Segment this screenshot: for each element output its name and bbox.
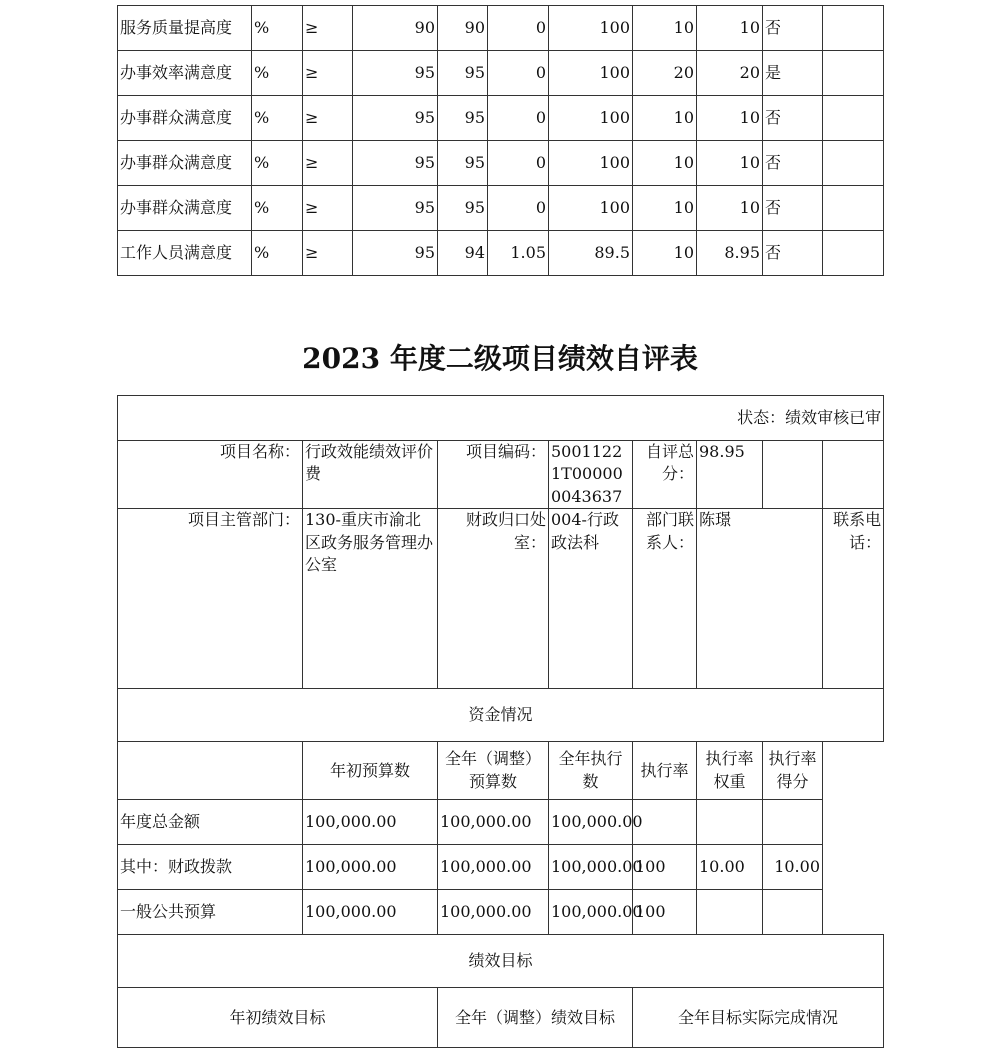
status-text: 状态：绩效审核已审 (118, 396, 884, 441)
indicator-empty (823, 186, 884, 231)
indicator-unit: % (252, 231, 303, 276)
indicator-name: 办事群众满意度 (118, 141, 252, 186)
funds-adjusted-value: 100,000.00 (438, 800, 549, 845)
funds-rate-value: 100 (633, 845, 697, 890)
indicator-score: 10 (697, 186, 763, 231)
indicator-unit: % (252, 186, 303, 231)
self-score-value: 98.95 (697, 441, 763, 509)
indicator-weight: 10 (633, 231, 697, 276)
dept-label: 项目主管部门： (118, 509, 303, 689)
indicator-flag: 是 (763, 51, 823, 96)
funds-adjusted-value: 100,000.00 (438, 890, 549, 935)
indicator-weight: 10 (633, 96, 697, 141)
indicator-empty (823, 6, 884, 51)
funds-executed-value: 100,000.00 (549, 800, 633, 845)
indicator-deviation: 1.05 (488, 231, 549, 276)
targets-col-adjusted: 全年（调整）绩效目标 (438, 988, 633, 1048)
funds-weight-value (697, 890, 763, 935)
indicator-operator: ≥ (303, 231, 353, 276)
indicator-flag: 否 (763, 141, 823, 186)
funds-row-label: 年度总金额 (118, 800, 303, 845)
funds-header-weight: 执行率权重 (697, 742, 763, 800)
indicator-score: 10 (697, 6, 763, 51)
indicator-empty (823, 141, 884, 186)
table-row (118, 845, 884, 890)
funds-header-initial: 年初预算数 (303, 742, 438, 800)
indicator-completion: 100 (549, 6, 633, 51)
indicator-unit: % (252, 141, 303, 186)
indicator-target-value: 95 (353, 141, 438, 186)
indicator-weight: 20 (633, 51, 697, 96)
funds-score-value: 10.00 (763, 845, 823, 890)
indicator-name: 服务质量提高度 (118, 6, 252, 51)
indicator-score: 8.95 (697, 231, 763, 276)
indicator-completion: 100 (549, 141, 633, 186)
phone-label: 联系电话： (823, 509, 884, 689)
project-name-label: 项目名称： (118, 441, 303, 509)
self-evaluation-table (117, 395, 884, 1048)
indicator-operator: ≥ (303, 6, 353, 51)
finance-value: 004-行政政法科 (549, 509, 633, 689)
indicator-deviation: 0 (488, 51, 549, 96)
indicator-completion: 100 (549, 186, 633, 231)
project-name-value: 行政效能绩效评价费 (303, 441, 438, 509)
table-row (118, 800, 884, 845)
indicator-unit: % (252, 6, 303, 51)
table-row (118, 141, 884, 186)
indicator-unit: % (252, 51, 303, 96)
funds-executed-value: 100,000.00 (549, 845, 633, 890)
indicator-flag: 否 (763, 186, 823, 231)
project-code-value: 50011221T000000043637 (549, 441, 633, 509)
indicator-actual-value: 95 (438, 51, 488, 96)
indicator-actual-value: 90 (438, 6, 488, 51)
funds-score-value (763, 890, 823, 935)
self-score-label: 自评总分： (633, 441, 697, 509)
indicator-target-value: 90 (353, 6, 438, 51)
funds-row-label: 其中：财政拨款 (118, 845, 303, 890)
funds-header-rate: 执行率 (633, 742, 697, 800)
indicator-weight: 10 (633, 186, 697, 231)
funds-header-executed: 全年执行数 (549, 742, 633, 800)
indicator-flag: 否 (763, 231, 823, 276)
indicator-empty (823, 96, 884, 141)
table-row (118, 6, 884, 51)
indicator-name: 办事群众满意度 (118, 186, 252, 231)
indicator-name: 办事群众满意度 (118, 96, 252, 141)
finance-label: 财政归口处室： (438, 509, 549, 689)
targets-col-actual: 全年目标实际完成情况 (633, 988, 884, 1048)
funds-initial-value: 100,000.00 (303, 890, 438, 935)
indicator-completion: 100 (549, 96, 633, 141)
targets-col-initial: 年初绩效目标 (118, 988, 438, 1048)
indicator-weight: 10 (633, 141, 697, 186)
indicator-completion: 100 (549, 51, 633, 96)
table-row (118, 51, 884, 96)
indicator-weight: 10 (633, 6, 697, 51)
indicator-score: 10 (697, 96, 763, 141)
funds-adjusted-value: 100,000.00 (438, 845, 549, 890)
funds-executed-value: 100,000.00 (549, 890, 633, 935)
indicator-score: 20 (697, 51, 763, 96)
indicator-deviation: 0 (488, 6, 549, 51)
funds-score-value (763, 800, 823, 845)
project-code-label: 项目编码： (438, 441, 549, 509)
indicator-actual-value: 94 (438, 231, 488, 276)
contact-label: 部门联系人： (633, 509, 697, 689)
funds-header-adjusted: 全年（调整）预算数 (438, 742, 549, 800)
indicator-actual-value: 95 (438, 186, 488, 231)
indicator-deviation: 0 (488, 96, 549, 141)
indicator-empty (823, 231, 884, 276)
table-row (118, 231, 884, 276)
indicator-actual-value: 95 (438, 96, 488, 141)
indicator-target-value: 95 (353, 186, 438, 231)
funds-row-label: 一般公共预算 (118, 890, 303, 935)
contact-value: 陈璟 (697, 509, 823, 689)
indicator-flag: 否 (763, 96, 823, 141)
indicator-operator: ≥ (303, 141, 353, 186)
indicator-flag: 否 (763, 6, 823, 51)
indicator-deviation: 0 (488, 141, 549, 186)
indicator-table (117, 5, 884, 276)
funds-weight-value (697, 800, 763, 845)
indicator-operator: ≥ (303, 96, 353, 141)
indicator-target-value: 95 (353, 231, 438, 276)
funds-weight-value: 10.00 (697, 845, 763, 890)
indicator-name: 办事效率满意度 (118, 51, 252, 96)
indicator-deviation: 0 (488, 186, 549, 231)
indicator-completion: 89.5 (549, 231, 633, 276)
table-row (118, 890, 884, 935)
indicator-target-value: 95 (353, 51, 438, 96)
funds-header-score: 执行率得分 (763, 742, 823, 800)
table-row (118, 96, 884, 141)
table-row (118, 186, 884, 231)
dept-value: 130-重庆市渝北区政务服务管理办公室 (303, 509, 438, 689)
indicator-operator: ≥ (303, 186, 353, 231)
indicator-operator: ≥ (303, 51, 353, 96)
indicator-target-value: 95 (353, 96, 438, 141)
funds-section-title: 资金情况 (118, 689, 884, 742)
funds-rate-value: 100 (633, 890, 697, 935)
page-title: 2023 年度二级项目绩效自评表 (302, 342, 698, 375)
funds-initial-value: 100,000.00 (303, 845, 438, 890)
indicator-unit: % (252, 96, 303, 141)
indicator-empty (823, 51, 884, 96)
indicator-name: 工作人员满意度 (118, 231, 252, 276)
indicator-score: 10 (697, 141, 763, 186)
indicator-actual-value: 95 (438, 141, 488, 186)
targets-section-title: 绩效目标 (118, 935, 884, 988)
funds-initial-value: 100,000.00 (303, 800, 438, 845)
